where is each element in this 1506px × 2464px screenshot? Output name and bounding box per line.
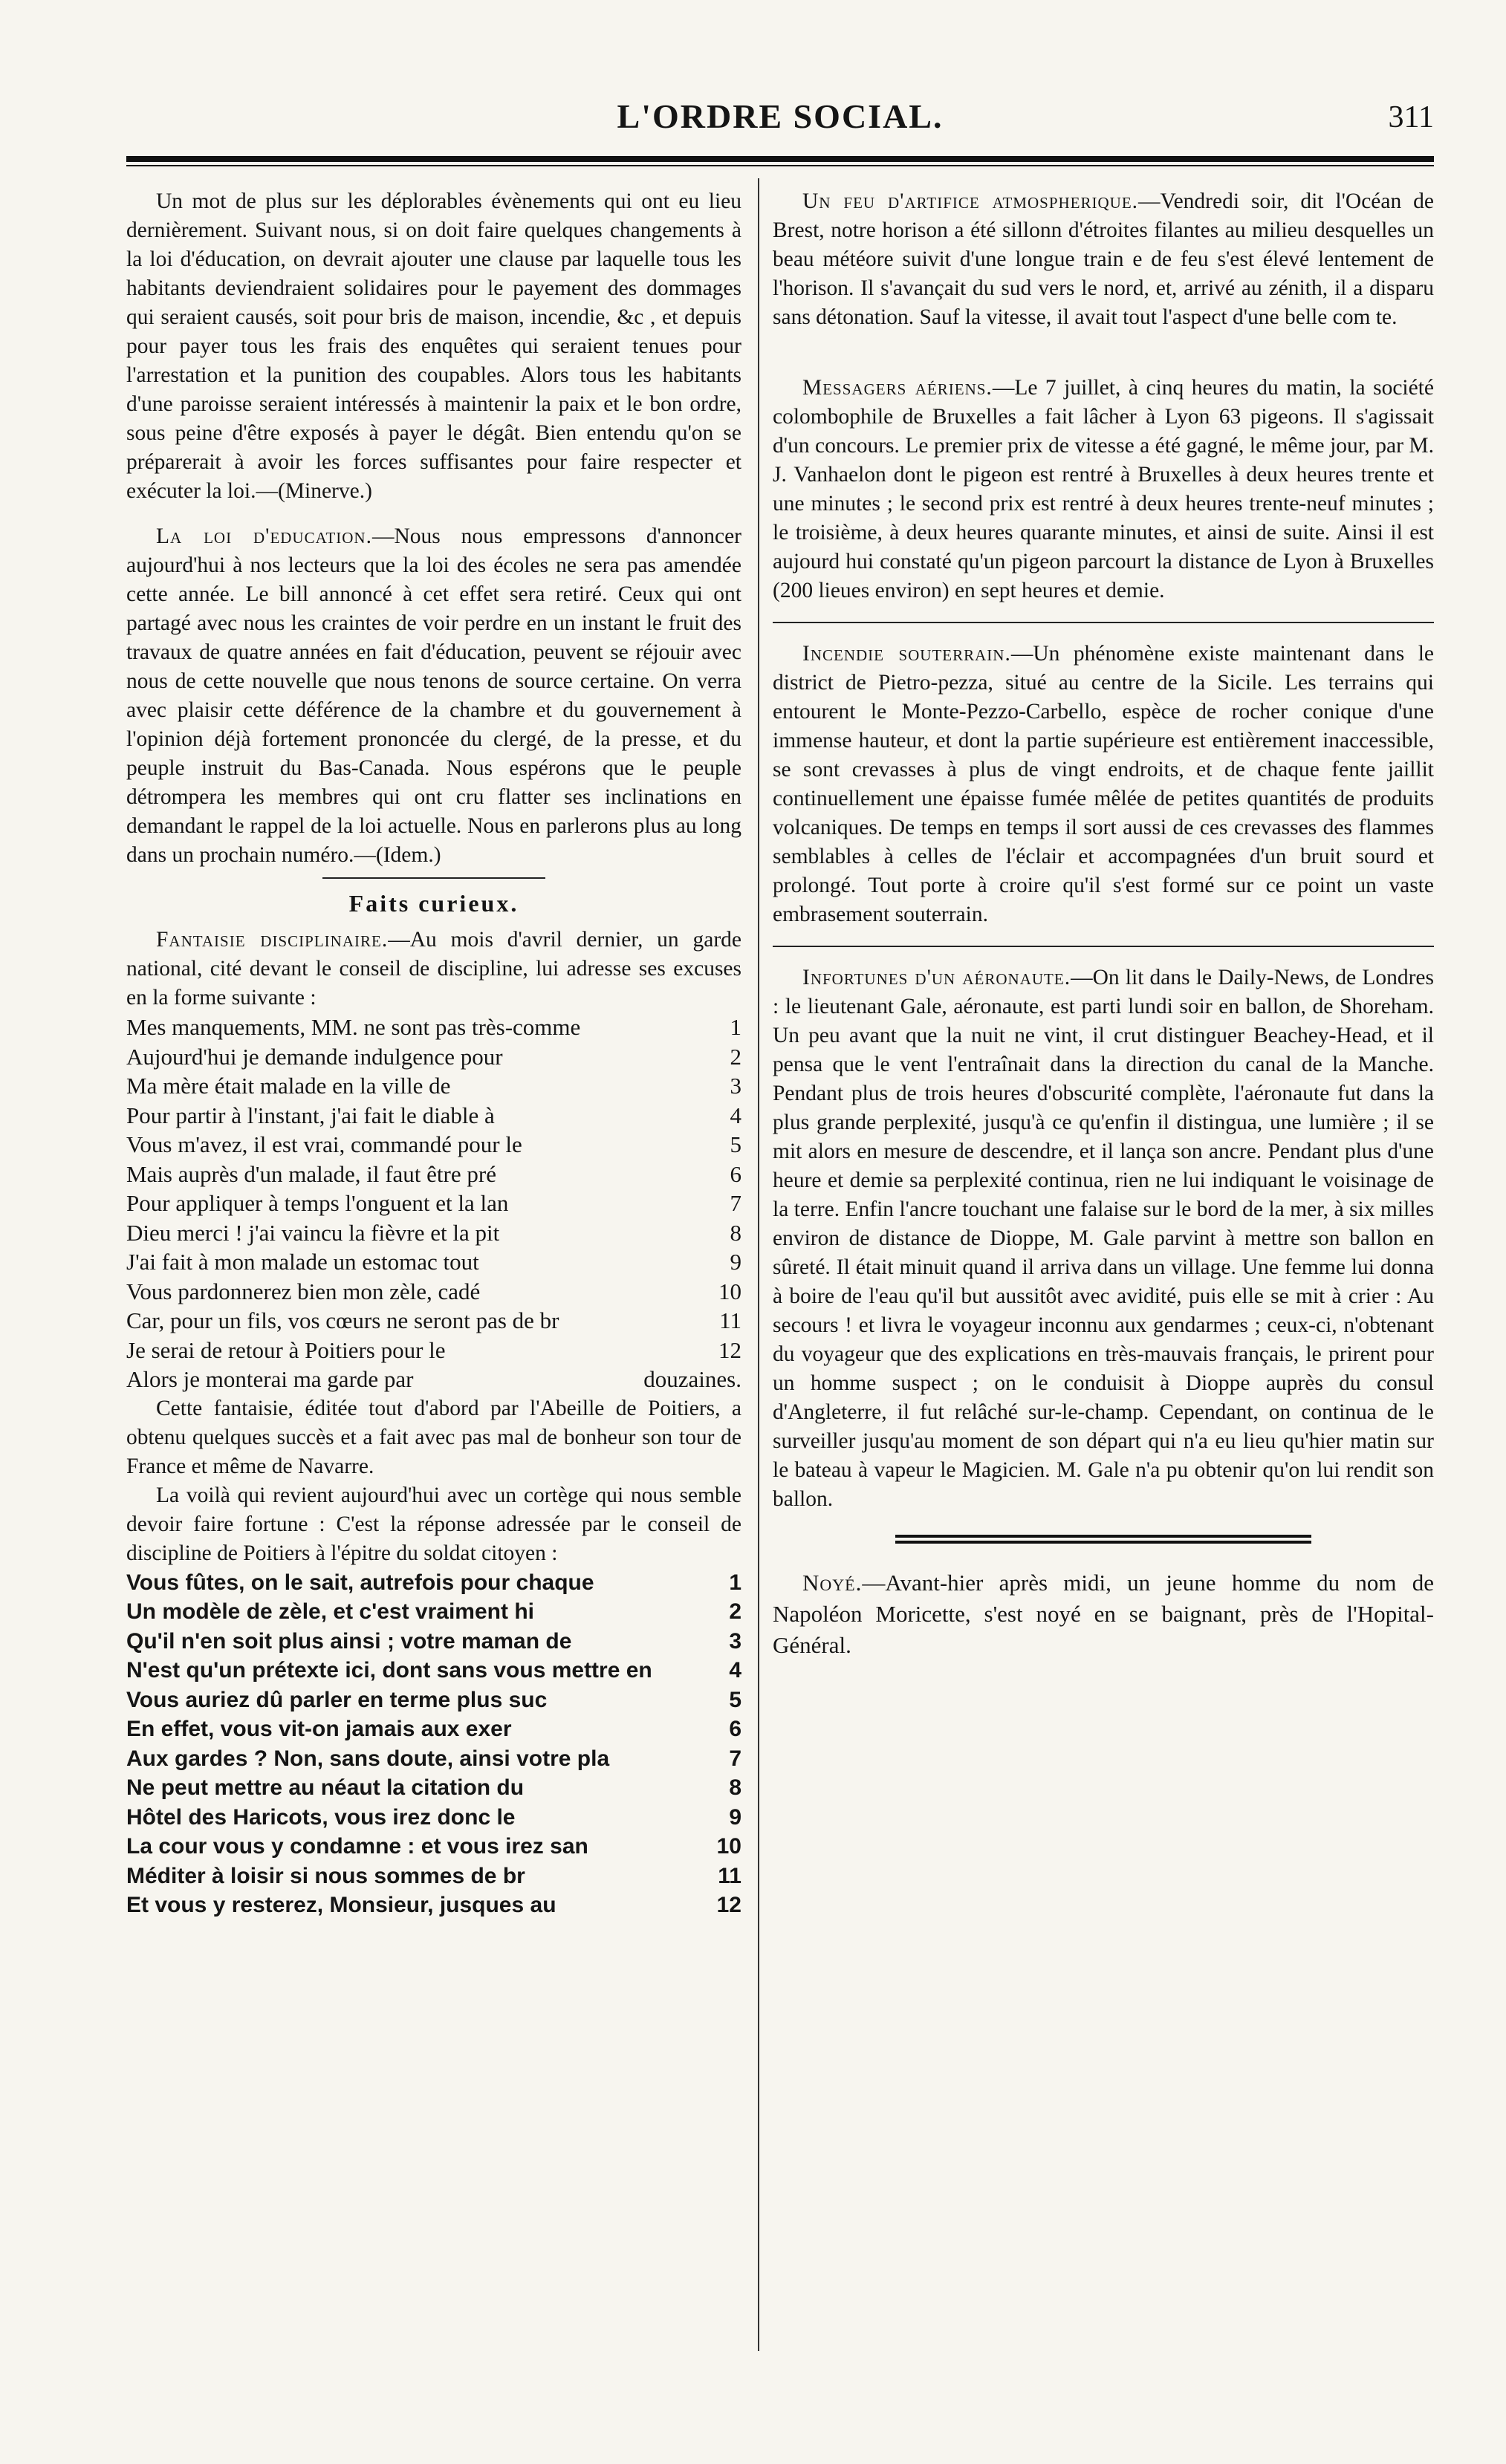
poem-line: [126, 1862, 741, 1891]
article-title: Messagers aériens.: [802, 376, 993, 400]
section-rule: [322, 877, 545, 879]
article-title: Noyé.: [802, 1570, 863, 1596]
article-messagers: [773, 374, 1434, 605]
poem-line-number: douzaines.: [643, 1366, 741, 1392]
poem-line-number: 8: [730, 1219, 741, 1246]
poem-line-number: 2: [730, 1043, 741, 1070]
poem-line: [126, 1627, 741, 1657]
poem-line-number: 11: [718, 1863, 741, 1888]
poem-line: [126, 1365, 741, 1394]
poem-line: [126, 1071, 741, 1101]
article-infortunes: [773, 963, 1434, 1514]
poem-line-text: Mais auprès d'un malade, il faut être pré: [126, 1160, 496, 1187]
poem-line: [126, 1042, 741, 1072]
poem-line-text: Et vous y resterez, Monsieur, jusques au: [126, 1893, 556, 1917]
poem-line-number: 1: [729, 1570, 741, 1595]
poem-line-number: 10: [716, 1834, 741, 1859]
article-feu-artifice: [773, 187, 1434, 332]
page-header: [126, 97, 1434, 149]
poem-line-number: 6: [729, 1717, 741, 1741]
article-body: —Vendredi soir, dit l'Océan de Brest, notre horison a été sillonn d'étroites filantes au milieu desquelles un beau météore suivit d'une longue train e de feu s'est élevé lentement de l'horison. Il s'avançait du sud vers le nord, et, arrivé au zénith, il a disparu sans détonation. Sauf la vitesse, il avait tout l'aspect d'une belle com te.: [773, 189, 1434, 329]
poem-line-text: Aux gardes ? Non, sans doute, ainsi votre pla: [126, 1746, 610, 1771]
article-noye: [773, 1567, 1434, 1661]
double-rule-separator: [895, 1535, 1311, 1544]
left-column: [126, 187, 741, 1920]
right-column: [773, 187, 1434, 1661]
poem-line-number: 9: [730, 1249, 741, 1275]
article-title: Un feu d'artifice atmospherique.: [802, 189, 1139, 213]
poem-line: [126, 1686, 741, 1715]
poem-line-number: 10: [718, 1278, 741, 1304]
poem-line: [126, 1218, 741, 1248]
article-body: —Le 7 juillet, à cinq heures du matin, la société colombophile de Bruxelles a fait lâcher à Lyon 63 pigeons. Il s'agissait d'un concours. Le premier prix de vitesse a été gagné, le même jour, par M. J. Vanhaelon dont le pigeon est rentré à Bruxelles à deux heures trente et une minutes ; le second prix est rentré à deux heures trente-neuf minutes ; le troisième, à deux heures quarante minutes, et ainsi de suite. Ainsi il est aujourd hui constaté qu'un pigeon parcourt la distance de Lyon à Bruxelles (200 lieues environ) en sept heures et demie.: [773, 376, 1434, 602]
poem-line: [126, 1277, 741, 1307]
poem-line: [126, 1160, 741, 1189]
header-rule-thick: [126, 156, 1434, 162]
poem-line-number: 5: [729, 1687, 741, 1712]
poem-line: [126, 1773, 741, 1803]
poem-line: [126, 1714, 741, 1744]
poem-line-number: 2: [729, 1599, 741, 1624]
poem-line-text: Car, pour un fils, vos cœurs ne seront pas de br: [126, 1307, 559, 1333]
poem-line-text: Ma mère était malade en la ville de: [126, 1073, 451, 1099]
poem-line: [126, 1568, 741, 1598]
poem-line-number: 12: [716, 1893, 741, 1917]
poem-line-text: Dieu merci ! j'ai vaincu la fièvre et la pit: [126, 1219, 500, 1246]
article-body: —Avant-hier après midi, un jeune homme du nom de Napoléon Moricette, s'est noyé en se baignant, près de l'Hopital-Général.: [773, 1570, 1434, 1658]
poem-line-number: 6: [730, 1160, 741, 1187]
poem-line-text: Ne peut mettre au néaut la citation du: [126, 1775, 525, 1800]
article-separator: [773, 946, 1434, 947]
poem-line-text: Hôtel des Haricots, vous irez donc le: [126, 1804, 516, 1830]
article-body: —On lit dans le Daily-News, de Londres : le lieutenant Gale, aéronaute, est parti lundi soir en ballon, de Shoreham. Un peu avant que la nuit ne vint, il crut distinguer Beachey-Head, et il pensa que le vent l'entraînait dans la direction du canal de la Manche. Pendant plus de trois heures d'obscurité complète, l'aéronaute fut dans la plus grande perplexité, jusqu'à ce qu'enfin il distingua, une lumière ; il se mit alors en mesure de descendre, et il lança son ancre. Pendant plus d'une heure et demie sa perplexité continua, rien ne lui indiquant le voisinage de la terre. Enfin l'ancre touchant une falaise sur le bord de la mer, à six milles environ de distance de Dioppe, M. Gale parvint à mettre son ballon en sûreté. Il était minuit quand il arriva dans un village. Une femme lui donna à boire de l'eau qu'il but aussitôt avec avidité, puis elle se mit à crier : Au secours ! et livra le voyageur inconnu aux gendarmes ; ceux-ci, n'obtenant du voyageur que des explications en très-mauvais français, le prirent pour un homme suspect ; on le conduisit à Dioppe auprès du consul d'Angleterre, il fut relâché sur-le-champ. Cependant, on continua de le surveiller jusqu'au moment de son départ qui n'a eu lieu qu'hier matin sur le bateau à vapeur le Magicien. M. Gale n'a pu obtenir qu'on lui rendit son ballon.: [773, 966, 1434, 1511]
column-divider: [758, 178, 759, 2351]
poem-line: [126, 1306, 741, 1336]
poem-line-text: Alors je monterai ma garde par: [126, 1366, 414, 1392]
poem-line-text: Méditer à loisir si nous sommes de br: [126, 1863, 525, 1888]
poem-line-number: 11: [719, 1307, 741, 1333]
poem-line-text: Vous auriez dû parler en terme plus suc: [126, 1687, 548, 1712]
poem-line-text: Je serai de retour à Poitiers pour le: [126, 1336, 446, 1363]
header-rule-thin: [126, 165, 1434, 166]
poem-line-number: 1: [730, 1014, 741, 1040]
poem-line-number: 5: [730, 1131, 741, 1157]
poem-line-text: Aujourd'hui je demande indulgence pour: [126, 1043, 503, 1070]
poem-line: [126, 1832, 741, 1862]
poem-line-number: 7: [730, 1190, 741, 1216]
newspaper-title: L'ORDRE SOCIAL.: [617, 97, 944, 135]
poem-line-text: J'ai fait à mon malade un estomac tout: [126, 1249, 479, 1275]
poem-line-text: Qu'il n'en soit plus ainsi ; votre maman de: [126, 1628, 572, 1654]
poem-line-text: Vous m'avez, il est vrai, commandé pour le: [126, 1131, 522, 1157]
poem-line-text: Un modèle de zèle, et c'est vraiment hi: [126, 1599, 534, 1624]
poem-line: [126, 1012, 741, 1042]
poem-line: [126, 1130, 741, 1160]
article-loi-education: [126, 522, 741, 870]
article-incendie: [773, 640, 1434, 929]
poem-line-number: 12: [718, 1336, 741, 1363]
poem-line-number: 7: [729, 1746, 741, 1771]
poem-line-number: 3: [730, 1073, 741, 1099]
poem-line: [126, 1336, 741, 1365]
poem-excuses: [126, 1012, 741, 1394]
poem-line: [126, 1656, 741, 1686]
paragraph-intro-response: La voilà qui revient aujourd'hui avec un cortège qui nous semble devoir faire fortune : C'est la réponse adressée par le conseil de discipline de Poitiers à l'épitre du soldat citoyen :: [126, 1483, 741, 1565]
poem-line: [126, 1247, 741, 1277]
poem-line: [126, 1189, 741, 1218]
poem-line-text: Vous pardonnerez bien mon zèle, cadé: [126, 1278, 481, 1304]
poem-line-text: La cour vous y condamne : et vous irez san: [126, 1834, 588, 1859]
poem-line-text: Pour appliquer à temps l'onguent et la lan: [126, 1190, 509, 1216]
article-title: La loi d'education.: [156, 524, 372, 548]
poem-line: [126, 1803, 741, 1833]
poem-line-number: 4: [729, 1658, 741, 1683]
poem-line-text: En effet, vous vit-on jamais aux exer: [126, 1717, 512, 1741]
article-separator: [773, 622, 1434, 623]
article-body: —Au mois d'avril dernier, un garde national, cité devant le conseil de discipline, lui adresse ses excuses en la forme suivante :: [126, 928, 741, 1010]
poem-line-text: N'est qu'un prétexte ici, dont sans vous mettre en: [126, 1658, 652, 1683]
poem-line: [126, 1744, 741, 1774]
article-fantaisie: [126, 926, 741, 1012]
paragraph-after-poem: Cette fantaisie, éditée tout d'abord par l'Abeille de Poitiers, a obtenu quelques succès et a fait avec pas mal de bonheur son tour de France et même de Navarre.: [126, 1396, 741, 1478]
poem-line-number: 8: [729, 1775, 741, 1800]
article-title: Fantaisie disciplinaire.: [156, 928, 389, 952]
article-body: —Nous nous empressons d'annoncer aujourd'hui à nos lecteurs que la loi des écoles ne sera pas amendée cette année. Le bill annoncé à cet effet sera retiré. Ceux qui ont partagé avec nous les craintes de voir perdre en un instant le fruit des travaux de quatre années en fait d'éducation, peuvent se réjouir avec nous de cette nouvelle que nous tenons de source certaine. On verra avec plaisir cette déférence de la chambre et du gouvernement à l'opinion déjà fortement prononcée du clergé, de la presse, et du peuple instruit du Bas-Canada. Nous espérons que le peuple détrompera les membres qui ont cru flatter ses inclinations en demandant le rappel de la loi actuelle. Nous en parlerons plus au long dans un prochain numéro.—(Idem.): [126, 524, 741, 867]
poem-line-text: Vous fûtes, on le sait, autrefois pour chaque: [126, 1570, 594, 1595]
article-title: Incendie souterrain.: [802, 642, 1011, 666]
poem-line: [126, 1101, 741, 1131]
poem-line-number: 9: [729, 1804, 741, 1830]
article-title: Infortunes d'un aéronaute.: [802, 966, 1071, 989]
poem-line: [126, 1891, 741, 1920]
section-heading: Faits curieux.: [348, 890, 519, 917]
poem-line-text: Mes manquements, MM. ne sont pas très-comme: [126, 1014, 581, 1040]
poem-line-number: 3: [729, 1628, 741, 1654]
poem-line: [126, 1597, 741, 1627]
poem-line-text: Pour partir à l'instant, j'ai fait le diable à: [126, 1102, 495, 1128]
page-number: 311: [1388, 100, 1434, 134]
poem-line-number: 4: [730, 1102, 741, 1128]
intro-paragraph: Un mot de plus sur les déplorables évènements qui ont eu lieu dernièrement. Suivant nous, si on doit faire quelques changements à la loi d'éducation, on devrait ajouter une clause par laquelle tous les habitants deviendraient solidaires pour le payement des dommages qui seraient causés, soit pour bris de maison, incendie, &c , et depuis pour payer tous les frais des enquêtes qui seraient tenues pour l'arrestation et la punition des coupables. Alors tous les habitants d'une paroisse seraient intéressés à maintenir la paix et le bon ordre, sous peine d'être exposés à payer le dégât. Bien entendu qu'on se préparerait à avoir les forces suffisantes pour faire respecter et exécuter la loi.—(Minerve.): [126, 189, 741, 503]
article-body: —Un phénomène existe maintenant dans le district de Pietro-pezza, situé au centre de la Sicile. Les terrains qui entourent le Monte-Pezzo-Carbello, espèce de rocher conique d'une immense hauteur, et dont la partie supérieure est entièrement inaccessible, se sont crevasses à plus de vingt endroits, et de chaque fente jaillit continuellement une épaisse fumée mêlée de petites quantités de produits volcaniques. De temps en temps il sort aussi de ces crevasses des flammes semblables à celles de l'éclair et accompagnées d'un bruit sourd et prolongé. Tout porte à croire qu'il s'est formé sur ce point un vaste embrasement souterrain.: [773, 642, 1434, 926]
poem-response: [126, 1568, 741, 1920]
